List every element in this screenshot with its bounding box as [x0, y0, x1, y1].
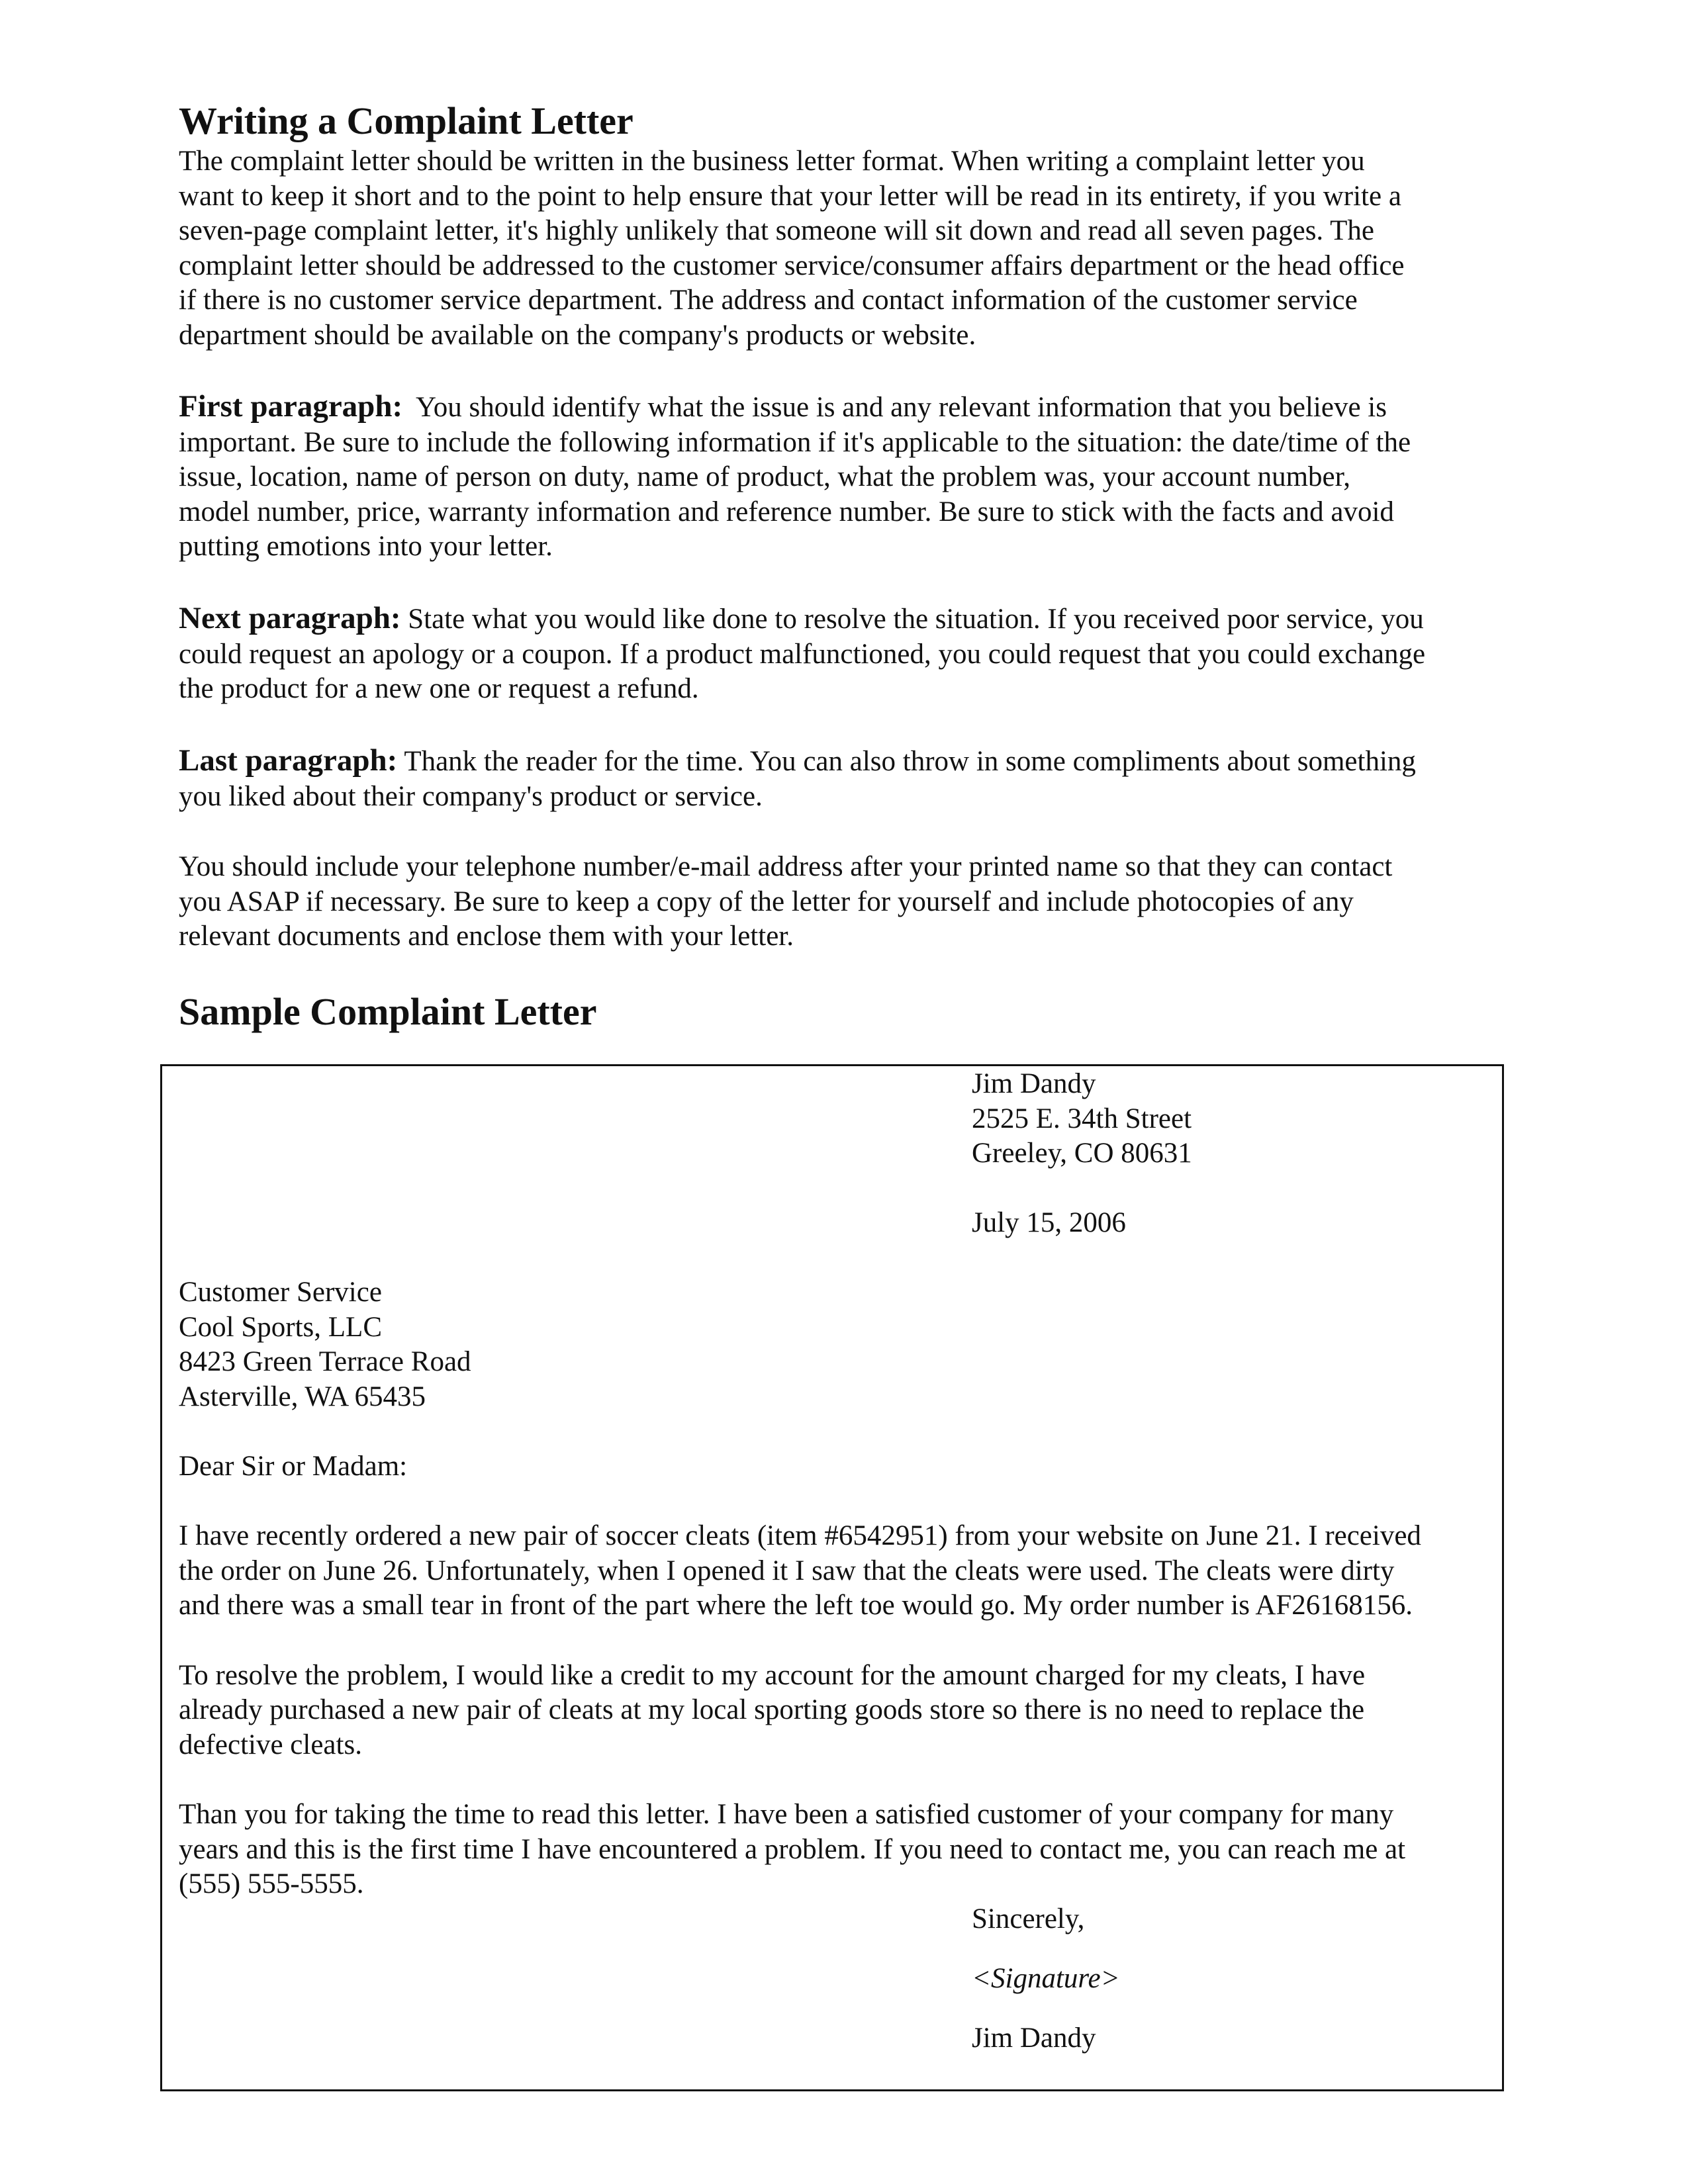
first-paragraph-line: model number, price, warranty information and reference number. Be sure to stick with the facts and avoid — [179, 496, 1394, 527]
next-paragraph — [179, 601, 1529, 707]
closing-note-line: relevant documents and enclose them with your letter. — [179, 921, 794, 952]
intro-line: if there is no customer service department. The address and contact information of the customer service — [179, 285, 1358, 316]
first-paragraph-text: You should identify what the issue is and any relevant information that you believe is — [402, 392, 1387, 423]
recipient-line: Cool Sports, LLC — [179, 1312, 383, 1343]
closing-note-line: You should include your telephone number/e-mail address after your printed name so that they can contact — [179, 851, 1393, 882]
letter-paragraph-line: I have recently ordered a new pair of soccer cleats (item #6542951) from your website on June 21. I received — [179, 1520, 1421, 1551]
sender-city: Greeley, CO 80631 — [972, 1138, 1192, 1169]
last-paragraph-text: Thank the reader for the time. You can also throw in some compliments about something — [397, 746, 1416, 777]
letter-closing: Sincerely, — [972, 1903, 1085, 1934]
first-paragraph — [179, 389, 1529, 565]
letter-paragraph-line: the order on June 26. Unfortunately, when I opened it I saw that the cleats were used. The cleats were dirty — [179, 1555, 1395, 1586]
sample-heading: Sample Complaint Letter — [179, 990, 597, 1033]
first-paragraph-line: issue, location, name of person on duty, name of product, what the problem was, your account number, — [179, 461, 1350, 493]
letter-paragraph-line: defective cleats. — [179, 1729, 362, 1760]
next-paragraph-label: Next paragraph: — [179, 601, 401, 635]
recipient-line: 8423 Green Terrace Road — [179, 1346, 471, 1377]
first-paragraph-label: First paragraph: — [179, 389, 403, 424]
printed-name: Jim Dandy — [972, 2023, 1096, 2054]
next-paragraph-first-line — [179, 601, 1529, 637]
letter-paragraph-line: and there was a small tear in front of the part where the left toe would go. My order number is AF26168156. — [179, 1590, 1413, 1621]
next-paragraph-text: State what you would like done to resolve the situation. If you received poor service, you — [400, 604, 1424, 635]
intro-paragraph — [179, 144, 1529, 353]
letter-date: July 15, 2006 — [972, 1207, 1126, 1238]
next-paragraph-line: the product for a new one or request a refund. — [179, 673, 699, 705]
last-paragraph-line: you liked about their company's product or service. — [179, 780, 763, 812]
letter-paragraph-line: years and this is the first time I have encountered a problem. If you need to contact me, you can reach me at — [179, 1834, 1406, 1865]
letter-paragraph-line: To resolve the problem, I would like a credit to my account for the amount charged for my cleats, I have — [179, 1660, 1366, 1691]
first-paragraph-line: important. Be sure to include the following information if it's applicable to the situation: the date/time of the — [179, 426, 1411, 458]
last-paragraph-label: Last paragraph: — [179, 743, 398, 778]
intro-line: want to keep it short and to the point to help ensure that your letter will be read in its entirety, if you write a — [179, 180, 1401, 212]
last-paragraph-first-line — [179, 743, 1529, 780]
closing-note-line: you ASAP if necessary. Be sure to keep a copy of the letter for yourself and include photocopies of any — [179, 886, 1354, 917]
signature-placeholder: <Signature> — [972, 1963, 1120, 1994]
recipient-line: Customer Service — [179, 1277, 382, 1308]
intro-line: department should be available on the company's products or website. — [179, 319, 976, 351]
sender-name: Jim Dandy — [972, 1068, 1096, 1099]
intro-line: seven-page complaint letter, it's highly unlikely that someone will sit down and read all seven pages. The — [179, 215, 1374, 247]
next-paragraph-line: could request an apology or a coupon. If a product malfunctioned, you could request that you could exchange — [179, 638, 1426, 670]
closing-note-paragraph — [179, 850, 1529, 954]
first-paragraph-line: putting emotions into your letter. — [179, 531, 553, 563]
intro-line: complaint letter should be addressed to the customer service/consumer affairs department or the head office — [179, 250, 1405, 281]
intro-line: The complaint letter should be written in the business letter format. When writing a complaint letter you — [179, 146, 1365, 177]
sender-street: 2525 E. 34th Street — [972, 1103, 1192, 1134]
letter-paragraph-line: Than you for taking the time to read this letter. I have been a satisfied customer of your company for many — [179, 1799, 1394, 1830]
salutation: Dear Sir or Madam: — [179, 1451, 408, 1482]
letter-paragraph-line: already purchased a new pair of cleats at my local sporting goods store so there is no need to replace the — [179, 1694, 1365, 1725]
letter-paragraph-line: (555) 555-5555. — [179, 1868, 364, 1899]
recipient-line: Asterville, WA 65435 — [179, 1381, 426, 1412]
last-paragraph — [179, 743, 1529, 814]
page-title: Writing a Complaint Letter — [179, 99, 633, 142]
first-paragraph-first-line — [179, 389, 1529, 426]
